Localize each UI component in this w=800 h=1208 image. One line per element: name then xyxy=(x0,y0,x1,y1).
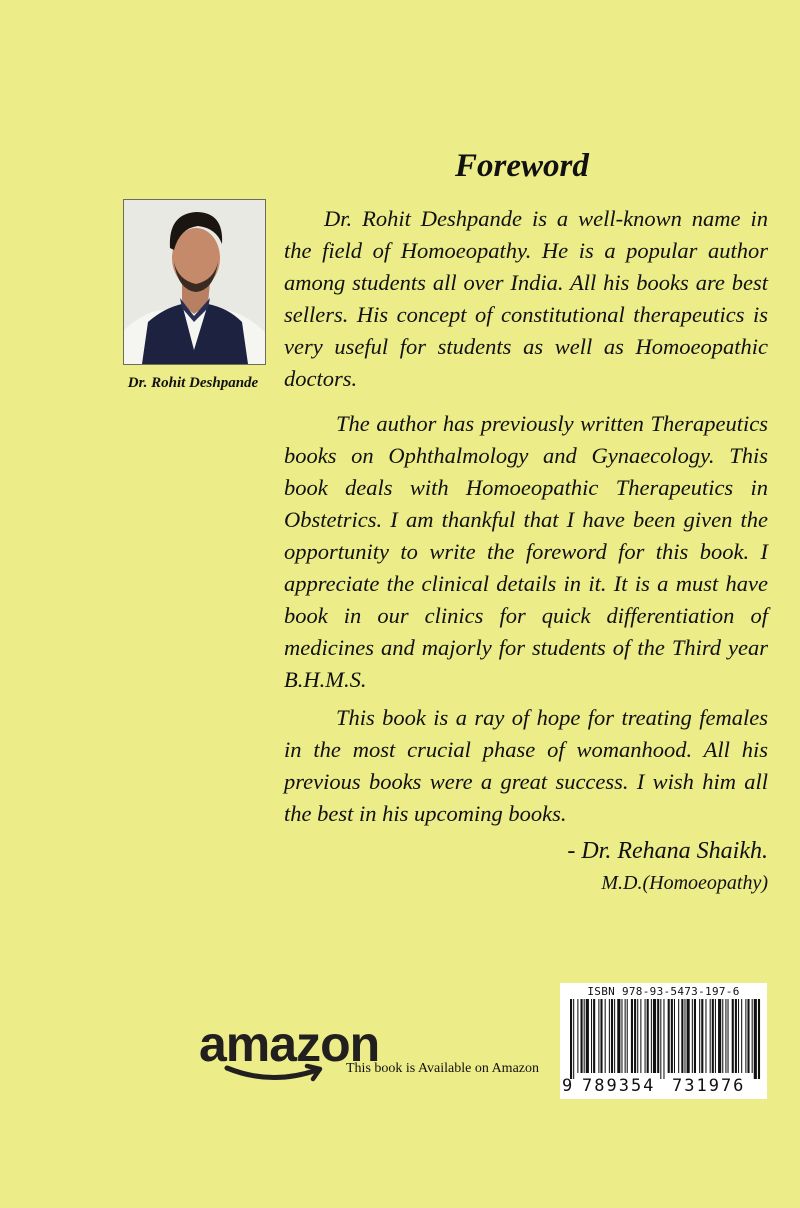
barcode-bar xyxy=(701,999,703,1073)
barcode-bar xyxy=(625,999,626,1073)
barcode-bar xyxy=(752,999,753,1073)
barcode-bar xyxy=(647,999,649,1073)
barcode-bar xyxy=(586,999,589,1073)
barcode-bars xyxy=(566,999,762,1079)
barcode-bar xyxy=(681,999,683,1073)
barcode-bar xyxy=(609,999,610,1073)
barcode-bar xyxy=(621,999,622,1073)
barcode-bar xyxy=(600,999,602,1073)
isbn-digits-right: 731976 xyxy=(672,1076,746,1096)
barcode-bar xyxy=(637,999,638,1073)
barcode-bar xyxy=(593,999,595,1073)
barcode-bar xyxy=(668,999,670,1073)
barcode-bar xyxy=(722,999,723,1073)
barcode-bar xyxy=(570,999,572,1079)
author-photo-caption: Dr. Rohit Deshpande xyxy=(127,375,259,391)
foreword-title: Foreword xyxy=(455,148,589,184)
barcode-bar xyxy=(577,999,578,1073)
barcode-bar xyxy=(651,999,652,1073)
barcode-bar xyxy=(738,999,739,1073)
barcode-bar xyxy=(710,999,711,1073)
barcode-bar xyxy=(699,999,700,1073)
barcode-bar xyxy=(573,999,574,1079)
barcode-bar xyxy=(732,999,734,1073)
barcode-bar xyxy=(591,999,592,1073)
barcode-bar xyxy=(660,999,661,1079)
signature: - Dr. Rehana Shaikh. xyxy=(567,838,768,864)
barcode-bar xyxy=(674,999,675,1073)
barcode-bar xyxy=(645,999,646,1073)
author-portrait-illustration xyxy=(124,200,265,364)
barcode-bar xyxy=(684,999,685,1073)
barcode-bar xyxy=(611,999,613,1073)
barcode-bar xyxy=(584,999,585,1073)
isbn-barcode xyxy=(560,983,767,1099)
barcode-bar xyxy=(745,999,746,1073)
barcode-bar xyxy=(754,999,757,1079)
barcode-bar xyxy=(653,999,656,1073)
barcode-bar xyxy=(758,999,760,1079)
barcode-bar xyxy=(581,999,583,1073)
barcode-bar xyxy=(627,999,628,1073)
isbn-label: ISBN 978-93-5473-197-6 xyxy=(587,985,740,998)
barcode-bar xyxy=(712,999,714,1073)
barcode-bar xyxy=(678,999,679,1073)
barcode-bar xyxy=(663,999,664,1079)
barcode-bar xyxy=(715,999,716,1073)
isbn-digits-left: 789354 xyxy=(582,1076,656,1096)
barcode-bar xyxy=(692,999,693,1073)
barcode-bar xyxy=(631,999,633,1073)
barcode-bar xyxy=(728,999,729,1073)
barcode-bar xyxy=(598,999,599,1073)
author-photo xyxy=(123,199,266,365)
barcode-bar xyxy=(747,999,749,1073)
barcode-bar xyxy=(640,999,641,1073)
barcode-bar xyxy=(718,999,721,1073)
foreword-paragraph-3: This book is a ray of hope for treating females in the most crucial phase of womanhood. All his previous books were a great success. I wish him all the best in his upcoming books. xyxy=(284,705,768,826)
barcode-bar xyxy=(735,999,737,1073)
barcode-bar xyxy=(705,999,706,1073)
foreword-paragraph-1: Dr. Rohit Deshpande is a well-known name in the field of Homoeopathy. He is a popular author among students all over India. All his books are best sellers. His concept of constitutional therapeutics is very useful for students as well as Homoeopathic doctors. xyxy=(284,206,768,391)
barcode-bar xyxy=(725,999,726,1073)
barcode-bar xyxy=(671,999,673,1073)
barcode-bar xyxy=(657,999,659,1073)
barcode-bar xyxy=(687,999,690,1073)
isbn-digit-lead: 9 xyxy=(562,1076,573,1096)
barcode-bar xyxy=(614,999,615,1073)
barcode-bar xyxy=(605,999,606,1073)
barcode-bar xyxy=(741,999,742,1073)
amazon-logo-text: amazon xyxy=(199,1016,380,1072)
signature-degree: M.D.(Homoeopathy) xyxy=(601,872,768,894)
barcode-bar xyxy=(634,999,636,1073)
barcode-bar xyxy=(694,999,696,1073)
amazon-availability: This book is Available on Amazon xyxy=(346,1061,539,1076)
barcode-bar xyxy=(617,999,620,1073)
foreword-paragraph-2: The author has previously written Therapeutics books on Ophthalmology and Gynaecology. This book deals with Homoeopathic Therapeutics in Obstetrics. I am thankful that I have been given the opportunity to write the foreword for this book. I appreciate the clinical details in it. It is a must have book in our clinics for quick differentiation of medicines and majorly for students of the Third year B.H.M.S. xyxy=(284,411,768,692)
